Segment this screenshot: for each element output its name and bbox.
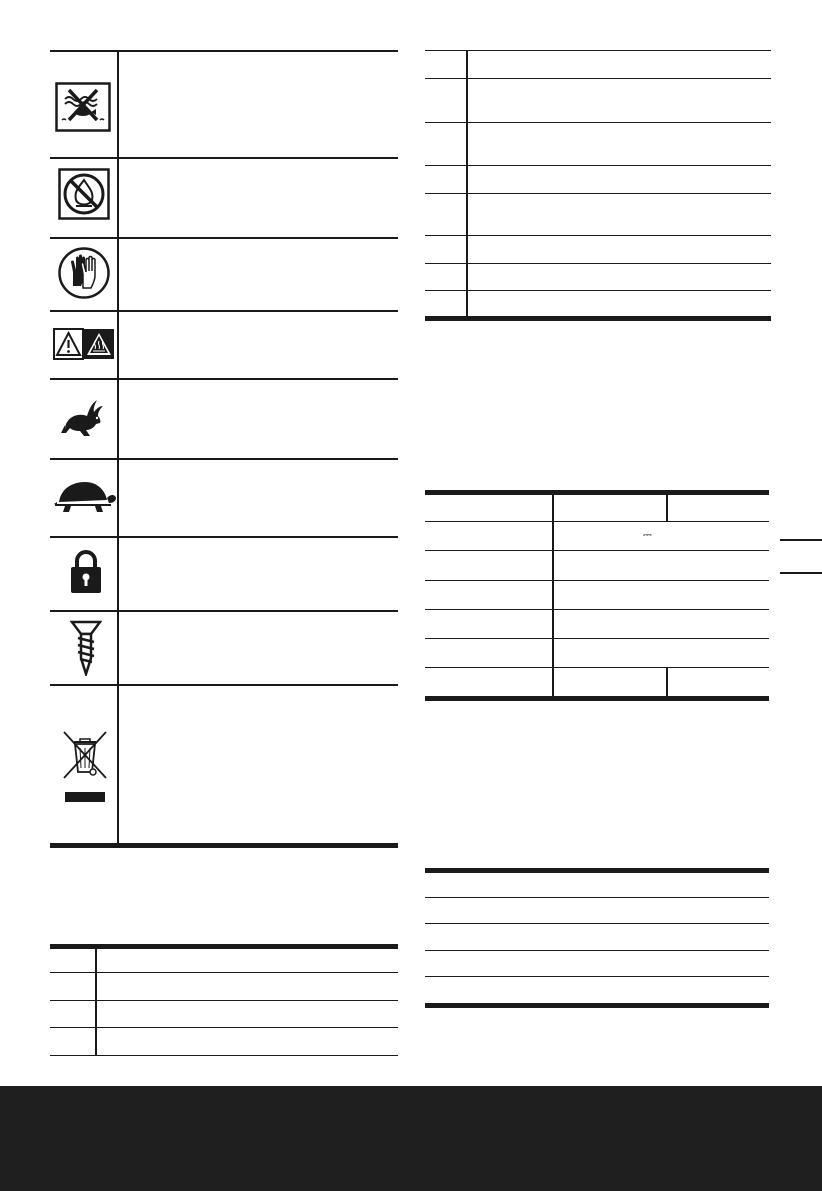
screw-icon: [70, 620, 102, 676]
turtle-slow-icon: [53, 478, 117, 514]
padlock-icon: [70, 548, 102, 594]
protective-gloves-icon: [57, 246, 111, 300]
section-tab-mark-top: [780, 539, 822, 541]
dc-voltage-symbol: ⎓: [643, 529, 652, 541]
warning-hot-surface-icon: [53, 328, 115, 360]
rabbit-fast-icon: [59, 396, 105, 442]
no-water-pollution-icon: [55, 82, 111, 132]
weee-crossed-bin-icon: [60, 728, 110, 804]
footer-band: [0, 1086, 822, 1191]
section-tab-mark-bottom: [780, 572, 822, 574]
no-fire-icon: [58, 168, 110, 220]
